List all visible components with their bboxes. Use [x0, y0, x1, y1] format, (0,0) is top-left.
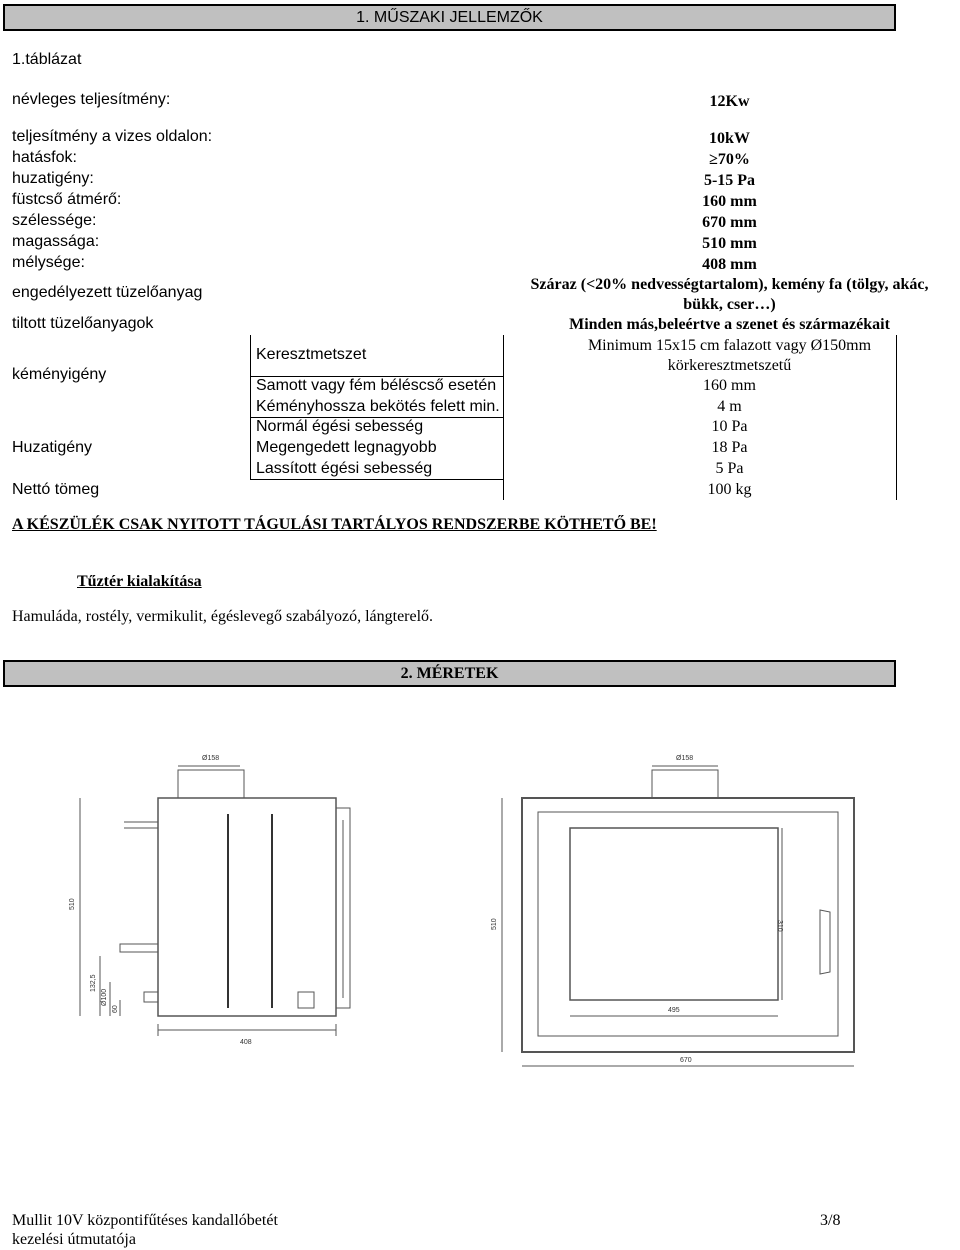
- table-border-right: [896, 335, 897, 500]
- table-rule: [250, 376, 503, 377]
- label-normal-burn: Normál égési sebesség: [256, 418, 424, 435]
- footer-title-line1: Mullit 10V központifűtéses kandallóbetét: [12, 1212, 278, 1229]
- label-chimney-length: Kéményhossza bekötés felett min.: [256, 398, 500, 415]
- value-allowed-fuel-line2: bükk, cser…): [683, 296, 776, 313]
- value-flue-diameter: 160 mm: [702, 193, 757, 210]
- label-flue-diameter: füstcső átmérő:: [12, 191, 122, 208]
- value-depth: 408 mm: [702, 256, 757, 273]
- footer-title-line2: kezelési útmutatója: [12, 1231, 136, 1248]
- value-max-burn: 18 Pa: [711, 439, 748, 456]
- dim-side-depth: 408: [240, 1039, 252, 1046]
- dim-side-h2: Ø100: [101, 988, 108, 1006]
- section-title-specs: 1. MŰSZAKI JELLEMZŐK: [3, 4, 896, 31]
- dim-side-h3: 60: [112, 1005, 119, 1013]
- value-chimney-length: 4 m: [717, 398, 742, 415]
- label-chimney: kéményigény: [12, 366, 107, 383]
- table-caption: 1.táblázat: [12, 51, 82, 68]
- value-water-power: 10kW: [709, 130, 750, 147]
- warning-text: A KÉSZÜLÉK CSAK NYITOTT TÁGULÁSI TARTÁLYOS RENDSZERBE KÖTHETŐ BE!: [12, 516, 657, 533]
- label-height: magassága:: [12, 233, 100, 250]
- label-efficiency: hatásfok:: [12, 149, 77, 166]
- footer-page-number: 3/8: [820, 1212, 841, 1229]
- label-allowed-fuel: engedélyezett tüzelőanyag: [12, 284, 203, 301]
- value-width: 670 mm: [702, 214, 757, 231]
- value-cross-section-line1: Minimum 15x15 cm falazott vagy Ø150mm: [587, 337, 872, 354]
- value-liner: 160 mm: [703, 377, 756, 394]
- dim-front-inner-height: 310: [776, 920, 783, 932]
- value-efficiency: ≥70%: [709, 151, 750, 168]
- dim-front-top-dia: Ø158: [676, 755, 694, 762]
- value-draft: 5-15 Pa: [703, 172, 756, 189]
- label-water-power: teljesítmény a vizes oldalon:: [12, 128, 213, 145]
- label-width: szélessége:: [12, 212, 97, 229]
- value-forbidden-fuel: Minden más,beleértve a szenet és származékait: [569, 316, 890, 333]
- firebox-heading: Tűztér kialakítása: [77, 573, 202, 590]
- dim-side-height: 510: [69, 898, 76, 910]
- table-rule: [250, 417, 503, 418]
- section-title-dimensions: 2. MÉRETEK: [3, 660, 896, 687]
- label-max-burn: Megengedett legnagyobb: [256, 439, 437, 456]
- label-forbidden-fuel: tiltott tüzelőanyagok: [12, 315, 154, 332]
- dim-side-h1: 132,5: [90, 974, 97, 992]
- value-net-weight: 100 kg: [707, 481, 752, 498]
- value-cross-section-line2: körkeresztmetszetű: [667, 357, 792, 374]
- dim-front-height: 510: [491, 918, 498, 930]
- value-normal-burn: 10 Pa: [711, 418, 748, 435]
- dim-side-top-dia: Ø158: [202, 755, 220, 762]
- label-draft: huzatigény:: [12, 170, 94, 187]
- front-view-drawing: [480, 730, 880, 1075]
- label-depth: mélysége:: [12, 254, 85, 271]
- label-liner: Samott vagy fém béléscső esetén: [256, 377, 497, 394]
- label-nominal-power: névleges teljesítmény:: [12, 91, 171, 108]
- value-allowed-fuel-line1: Száraz (<20% nedvességtartalom), kemény fa (tölgy, akác,: [530, 276, 929, 293]
- label-draft-requirement: Huzatigény: [12, 439, 93, 456]
- dim-front-inner-width: 495: [668, 1007, 680, 1014]
- table-divider-sublabels: [250, 335, 251, 479]
- value-height: 510 mm: [702, 235, 757, 252]
- table-divider-values: [503, 335, 504, 500]
- value-slow-burn: 5 Pa: [715, 460, 744, 477]
- side-view-drawing: [60, 730, 460, 1075]
- table-rule: [250, 479, 503, 480]
- firebox-text: Hamuláda, rostély, vermikulit, égéslevegő szabályozó, lángterelő.: [12, 608, 434, 625]
- label-cross-section: Keresztmetszet: [256, 346, 367, 363]
- value-nominal-power: 12Kw: [709, 93, 750, 110]
- dim-front-width: 670: [680, 1057, 692, 1064]
- label-slow-burn: Lassított égési sebesség: [256, 460, 433, 477]
- label-net-weight: Nettó tömeg: [12, 481, 100, 498]
